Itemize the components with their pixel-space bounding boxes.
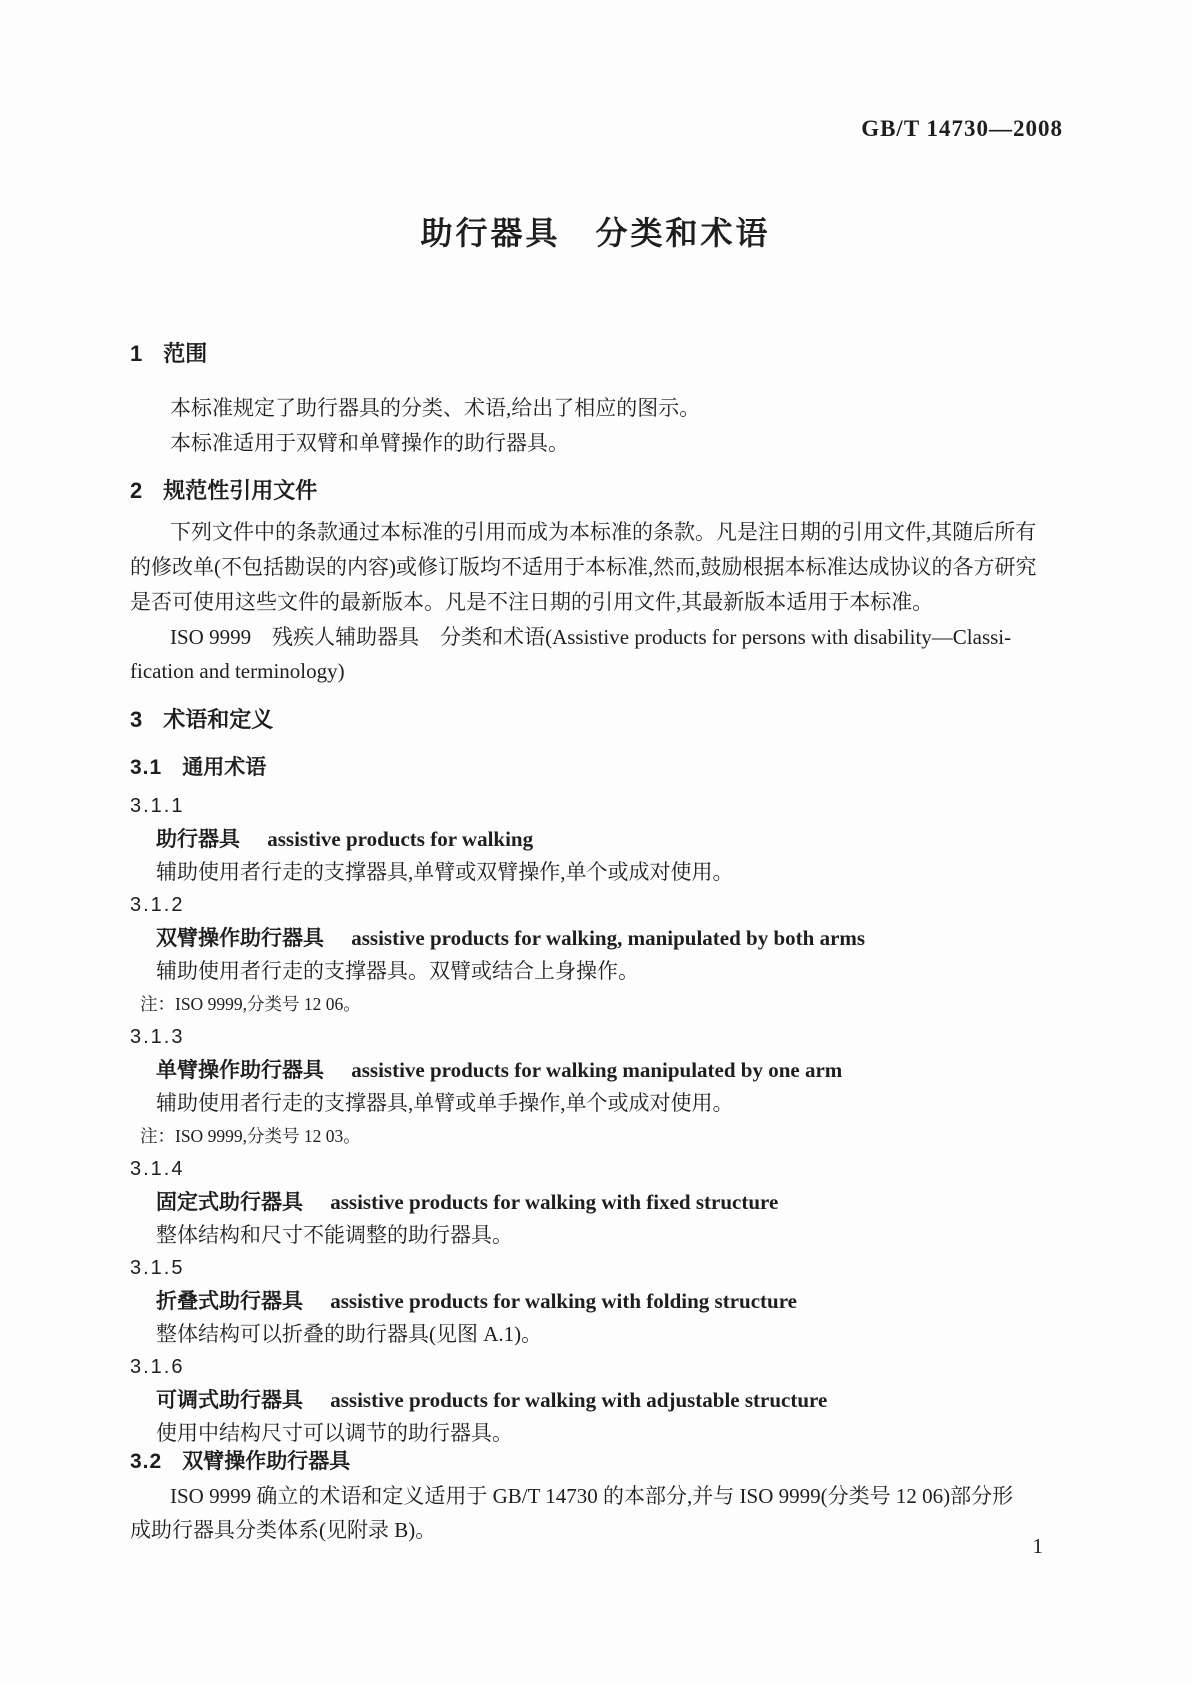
term-chinese: 双臂操作助行器具 <box>156 927 324 950</box>
term-chinese: 固定式助行器具 <box>156 1191 303 1214</box>
term-english: assistive products for walking <box>267 827 534 851</box>
reference-line: fication and terminology) <box>130 659 345 683</box>
term-line <box>130 1054 1065 1087</box>
section-3-2-heading <box>130 1445 1065 1478</box>
section-3-2-body <box>130 1479 1065 1547</box>
section-3-number: 3 <box>130 707 144 732</box>
section-3-1-title: 通用术语 <box>182 756 267 779</box>
term-note: 注：ISO 9999,分类号 12 06。 <box>140 994 361 1014</box>
term-line <box>130 1285 1065 1318</box>
paragraph-line: ISO 9999 确立的术语和定义适用于 GB/T 14730 的本部分,并与 ISO 9999(分类号 12 06)部分形 <box>170 1484 1014 1508</box>
section-3-1-number: 3.1 <box>130 756 163 779</box>
term-line <box>130 1384 1065 1417</box>
section-3-heading <box>130 702 1065 738</box>
paragraph: 本标准规定了助行器具的分类、术语,给出了相应的图示。 <box>170 396 701 420</box>
section-3-1-heading <box>130 751 1065 784</box>
terms-list <box>130 790 1065 1450</box>
section-3-2-title: 双臂操作助行器具 <box>182 1450 351 1473</box>
term-definition: 使用中结构尺寸可以调节的助行器具。 <box>156 1421 513 1445</box>
term-chinese: 可调式助行器具 <box>156 1389 303 1412</box>
term-definition: 整体结构和尺寸不能调整的助行器具。 <box>156 1223 513 1247</box>
term-chinese: 单臂操作助行器具 <box>156 1059 324 1082</box>
term-english: assistive products for walking, manipulated by both arms <box>351 926 866 950</box>
section-1-number: 1 <box>130 341 144 366</box>
clause-number: 3.1.3 <box>130 1026 185 1048</box>
term-line <box>130 922 1065 955</box>
paragraph-line: 下列文件中的条款通过本标准的引用而成为本标准的条款。凡是注日期的引用文件,其随后所有 <box>170 520 1037 544</box>
term-english: assistive products for walking with folding structure <box>330 1289 797 1313</box>
paragraph-line: 的修改单(不包括勘误的内容)或修订版均不适用于本标准,然而,鼓励根据本标准达成协议的各方研究 <box>130 555 1037 579</box>
clause-number: 3.1.1 <box>130 795 185 817</box>
term-line <box>130 823 1065 856</box>
section-2-heading <box>130 473 1065 509</box>
section-2-body <box>130 515 1065 620</box>
page-number: 1 <box>1032 1534 1043 1558</box>
reference-line: ISO 9999 残疾人辅助器具 分类和术语(Assistive products for persons with disability—Classi- <box>170 625 1012 649</box>
standard-code: GB/T 14730—2008 <box>861 116 1063 141</box>
term-definition: 辅助使用者行走的支撑器具,单臂或双臂操作,单个或成对使用。 <box>156 860 734 884</box>
paragraph: 本标准适用于双臂和单臂操作的助行器具。 <box>170 431 569 455</box>
normative-reference <box>130 620 1065 688</box>
term-english: assistive products for walking with adjustable structure <box>330 1388 828 1412</box>
term-english: assistive products for walking manipulated by one arm <box>351 1058 843 1082</box>
section-2-number: 2 <box>130 478 144 503</box>
section-1-body <box>130 391 1065 461</box>
section-2-title: 规范性引用文件 <box>163 478 318 503</box>
section-3-title: 术语和定义 <box>163 707 274 732</box>
term-definition: 整体结构可以折叠的助行器具(见图 A.1)。 <box>156 1322 543 1346</box>
clause-number: 3.1.2 <box>130 894 185 916</box>
term-line <box>130 1186 1065 1219</box>
paragraph-line: 成助行器具分类体系(见附录 B)。 <box>130 1518 437 1542</box>
document-body <box>130 336 1065 1547</box>
clause-number: 3.1.5 <box>130 1257 185 1279</box>
term-english: assistive products for walking with fixed structure <box>330 1190 779 1214</box>
term-definition: 辅助使用者行走的支撑器具,单臂或单手操作,单个或成对使用。 <box>156 1091 734 1115</box>
section-3-2-number: 3.2 <box>130 1450 163 1473</box>
term-note: 注：ISO 9999,分类号 12 03。 <box>140 1126 361 1146</box>
section-1-title: 范围 <box>163 341 208 366</box>
term-chinese: 折叠式助行器具 <box>156 1290 303 1313</box>
clause-number: 3.1.6 <box>130 1356 185 1378</box>
clause-number: 3.1.4 <box>130 1158 185 1180</box>
document-title: 助行器具 分类和术语 <box>420 215 771 251</box>
term-definition: 辅助使用者行走的支撑器具。双臂或结合上身操作。 <box>156 959 639 983</box>
section-1-heading <box>130 336 1065 372</box>
paragraph-line: 是否可使用这些文件的最新版本。凡是不注日期的引用文件,其最新版本适用于本标准。 <box>130 590 934 614</box>
term-chinese: 助行器具 <box>156 828 240 851</box>
